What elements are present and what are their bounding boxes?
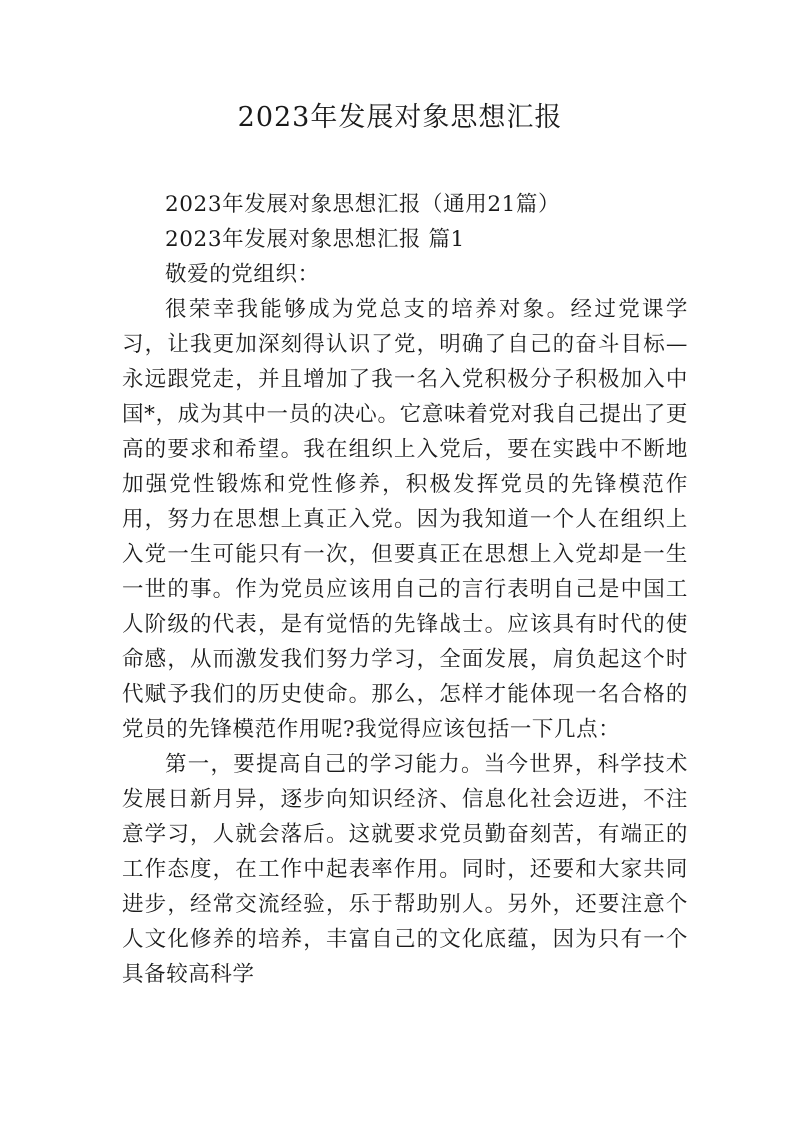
- body-paragraph: 第一，要提高自己的学习能力。当今世界，科学技术发展日新月异，逐步向知识经济、信息化社会迈进，不注意学习，人就会落后。这就要求党员勤奋刻苦，有端正的工作态度，在工作中起表率作用。同时，还要和大家共同进步，经常交流经验，乐于帮助别人。另外，还要注意个人文化修养的培养，丰富自己的文化底蕴，因为只有一个具备较高科学: [122, 752, 688, 987]
- document-title: 2023年发展对象思想汇报: [237, 102, 563, 133]
- body-paragraph: 很荣幸我能够成为党总支的培养对象。经过党课学习，让我更加深刻得认识了党，明确了自己的奋斗目标—永远跟党走，并且增加了我一名入党积极分子积极加入中国*，成为其中一员的决心。它意味着党对我自己提出了更高的要求和希望。我在组织上入党后，要在实践中不断地加强党性锻炼和党性修养，积极发挥党员的先锋模范作用，努力在思想上真正入党。因为我知道一个人在组织上入党一生可能只有一次，但要真正在思想上入党却是一生一世的事。作为党员应该用自己的言行表明自己是中国工人阶级的代表，是有觉悟的先锋战士。应该具有时代的使命感，从而激发我们努力学习，全面发展，肩负起这个时代赋予我们的历史使命。那么，怎样才能体现一名合格的党员的先锋模范作用呢?我觉得应该包括一下几点：: [122, 297, 688, 742]
- salutation: 敬爱的党组织：: [165, 262, 320, 287]
- document-body: [122, 187, 688, 992]
- collection-heading: 2023年发展对象思想汇报（通用21篇）: [165, 192, 561, 217]
- article-heading: 2023年发展对象思想汇报 篇1: [165, 227, 465, 252]
